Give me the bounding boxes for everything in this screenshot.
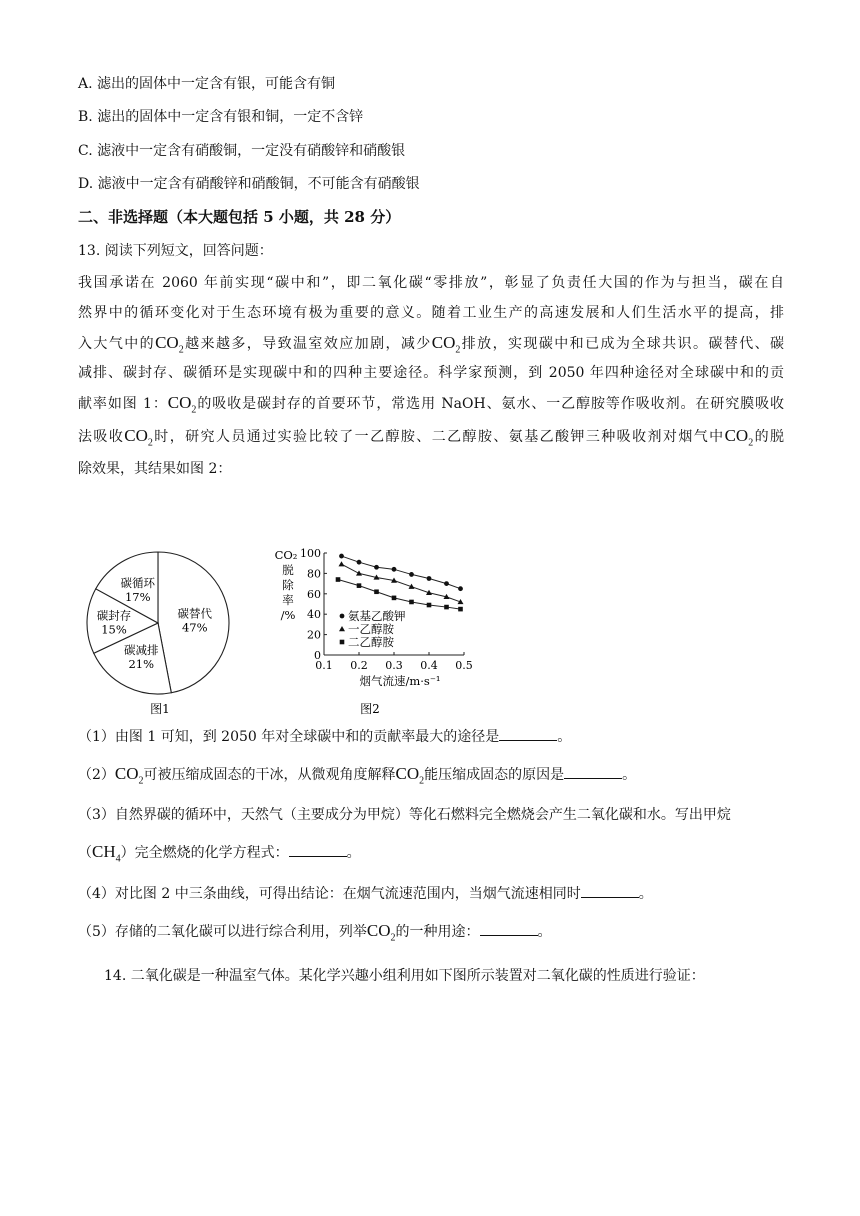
x-tick-label: 0.4 (420, 659, 438, 672)
figure2-caption: 图2 (360, 702, 380, 716)
answer-blank[interactable] (581, 884, 639, 898)
data-point-circle (357, 560, 362, 565)
data-point-circle (427, 576, 432, 581)
text: 。 (557, 729, 572, 745)
data-point-circle (374, 565, 379, 570)
pie-percent: 21% (128, 656, 155, 671)
data-point-square (458, 607, 463, 612)
data-point-square (427, 603, 432, 608)
text: 。 (622, 767, 637, 783)
y-tick-label: 80 (307, 567, 321, 581)
data-point-circle (409, 572, 414, 577)
q13-part4 (78, 884, 653, 904)
chart-series (336, 554, 464, 612)
data-point-square (374, 589, 379, 594)
text: 时，研究人员通过实验比较了一乙醇胺、二乙醇胺、氨基乙酸钾三种吸收剂对烟气中 (152, 429, 725, 445)
text: 。 (537, 924, 552, 940)
answer-blank[interactable] (289, 843, 347, 857)
pie-percent: 47% (181, 620, 208, 635)
pie-label: 碳减排 (123, 642, 159, 657)
q13-part3-line2 (78, 842, 361, 869)
x-tick-label: 0.5 (455, 659, 473, 672)
y-axis-label: 脱 (282, 563, 294, 577)
text: （5）存储的二氧化碳可以进行综合利用，列举 (78, 924, 367, 940)
y-axis-label: /% (280, 608, 296, 622)
data-point-triangle (339, 626, 345, 631)
x-tick-label: 0.3 (385, 659, 403, 672)
text: 能压缩成固态的原因是 (424, 767, 565, 783)
pie-label: 碳循环 (120, 575, 156, 590)
passage-line: 我国承诺在 2060 年前实现“碳中和”，即二氧化碳“零排放”，彰显了负责任大国的作为与担当，碳在自 (78, 275, 784, 291)
pie-percent: 17% (124, 589, 151, 604)
option-b: B. 滤出的固体中一定含有银和铜，一定不含锌 (78, 109, 364, 125)
text: 排放，实现碳中和已成为全球共识。碳替代、碳 (460, 336, 785, 352)
answer-blank[interactable] (564, 765, 622, 779)
passage-line: 除效果，其结果如图 2： (78, 461, 232, 477)
option-d: D. 滤液中一定含有硝酸锌和硝酸铜，不可能含有硝酸银 (78, 176, 420, 192)
section-heading: 二、非选择题（本大题包括 5 小题，共 28 分） (78, 208, 401, 226)
pie-percent: 15% (101, 622, 127, 637)
passage-line (78, 418, 784, 454)
x-tick-label: 0.2 (350, 659, 368, 672)
q13-part1 (78, 727, 571, 747)
q13-passage (78, 268, 784, 484)
chart-legend (339, 609, 406, 649)
co2-formula: $CO_2$ (431, 333, 461, 356)
y-axis-label: CO₂ (274, 548, 298, 562)
pie-label: 碳封存 (96, 608, 132, 623)
y-axis-label: 除 (282, 578, 294, 592)
text: （ (78, 845, 92, 861)
co2-formula: $CO_2$ (124, 426, 153, 449)
data-point-circle (340, 614, 345, 619)
co2-formula: $CO_2$ (366, 921, 396, 944)
data-point-square (340, 640, 345, 645)
figure2-line-chart (262, 543, 502, 723)
ch4-formula: $CH_4$ (92, 842, 121, 865)
y-tick-label: 100 (300, 547, 321, 560)
passage-line: 然界中的循环变化对于生态环境有极为重要的意义。随着工业生产的高速发展和人们生活水平的提高，排 (78, 305, 784, 321)
data-point-triangle (356, 570, 362, 575)
y-axis-label: 率 (282, 593, 294, 607)
text: 。 (638, 886, 653, 902)
option-a: A. 滤出的固体中一定含有银，可能含有铜 (78, 76, 336, 92)
text: 可被压缩成固态的干冰，从微观角度解释 (143, 767, 396, 783)
data-point-square (444, 605, 449, 610)
legend-entry: 一乙醇胺 (348, 622, 394, 636)
figure1-caption: 图1 (150, 702, 170, 716)
figure1-pie-chart (76, 548, 236, 718)
data-point-square (336, 577, 341, 582)
text: （1）由图 1 可知，到 2050 年对全球碳中和的贡献率最大的途径是 (78, 729, 500, 745)
co2-formula: $CO_2$ (724, 426, 754, 449)
co2-formula: $CO_2$ (155, 333, 184, 356)
text: 的一种用途： (395, 924, 480, 940)
y-tick-label: 0 (314, 649, 321, 662)
legend-entry: 氨基乙酸钾 (348, 609, 406, 623)
data-point-circle (392, 567, 397, 572)
text: （4）对比图 2 中三条曲线，可得出结论：在烟气流速范围内，当烟气流速相同时 (78, 886, 581, 902)
q13-part5 (78, 921, 552, 948)
co2-formula: $CO_2$ (395, 764, 425, 787)
series-line-3 (338, 580, 461, 610)
series-line-2 (342, 564, 461, 602)
co2-formula: $CO_2$ (167, 393, 197, 416)
x-axis-label: 烟气流速/m·s⁻¹ (359, 674, 441, 688)
q13-part3-line1: （3）自然界碳的循环中，天然气（主要成分为甲烷）等化石燃料完全燃烧会产生二氧化碳和水。写出甲烷 (78, 807, 731, 823)
data-point-square (357, 583, 362, 588)
pie-label: 碳替代 (177, 606, 213, 621)
co2-formula: $CO_2$ (114, 764, 144, 787)
y-tick-label: 40 (307, 608, 321, 622)
data-point-square (392, 596, 397, 601)
legend-entry: 二乙醇胺 (348, 635, 394, 649)
text: 的吸收是碳封存的首要环节，常选用 NaOH、氨水、一乙醇胺等作吸收剂。在研究膜吸收 (196, 396, 784, 412)
data-point-triangle (339, 561, 345, 566)
text: 法吸收 (78, 429, 125, 445)
text: ）完全燃烧的化学方程式： (120, 845, 289, 861)
text: （2） (78, 767, 115, 783)
answer-blank[interactable] (499, 727, 557, 741)
text: 入大气中的 (78, 336, 156, 352)
text: 越来越多，导致温室效应加剧，减少 (183, 336, 432, 352)
text: 。 (346, 845, 361, 861)
x-tick-label: 0.1 (315, 659, 333, 672)
data-point-circle (444, 581, 449, 586)
data-point-circle (339, 554, 344, 559)
q13-part2 (78, 764, 636, 791)
passage-line: 减排、碳封存、碳循环是实现碳中和的四种主要途径。科学家预测，到 2050 年四种途径对全球碳中和的贡 (78, 365, 784, 381)
answer-blank[interactable] (480, 922, 538, 936)
text: 献率如图 1： (78, 396, 168, 412)
data-point-square (409, 600, 414, 605)
passage-line (78, 388, 784, 418)
y-tick-label: 20 (307, 628, 321, 642)
text: 的脱 (753, 429, 785, 445)
q13-stem: 13. 阅读下列短文，回答问题： (78, 243, 273, 259)
q14-stem: 14. 二氧化碳是一种温室气体。某化学兴趣小组利用如下图所示装置对二氧化碳的性质进行验证： (104, 968, 705, 984)
pie-slices (87, 552, 229, 694)
data-point-circle (458, 586, 463, 591)
y-tick-label: 60 (307, 587, 321, 601)
passage-line (78, 328, 784, 358)
option-c: C. 滤液中一定含有硝酸铜，一定没有硝酸锌和硝酸银 (78, 143, 406, 159)
